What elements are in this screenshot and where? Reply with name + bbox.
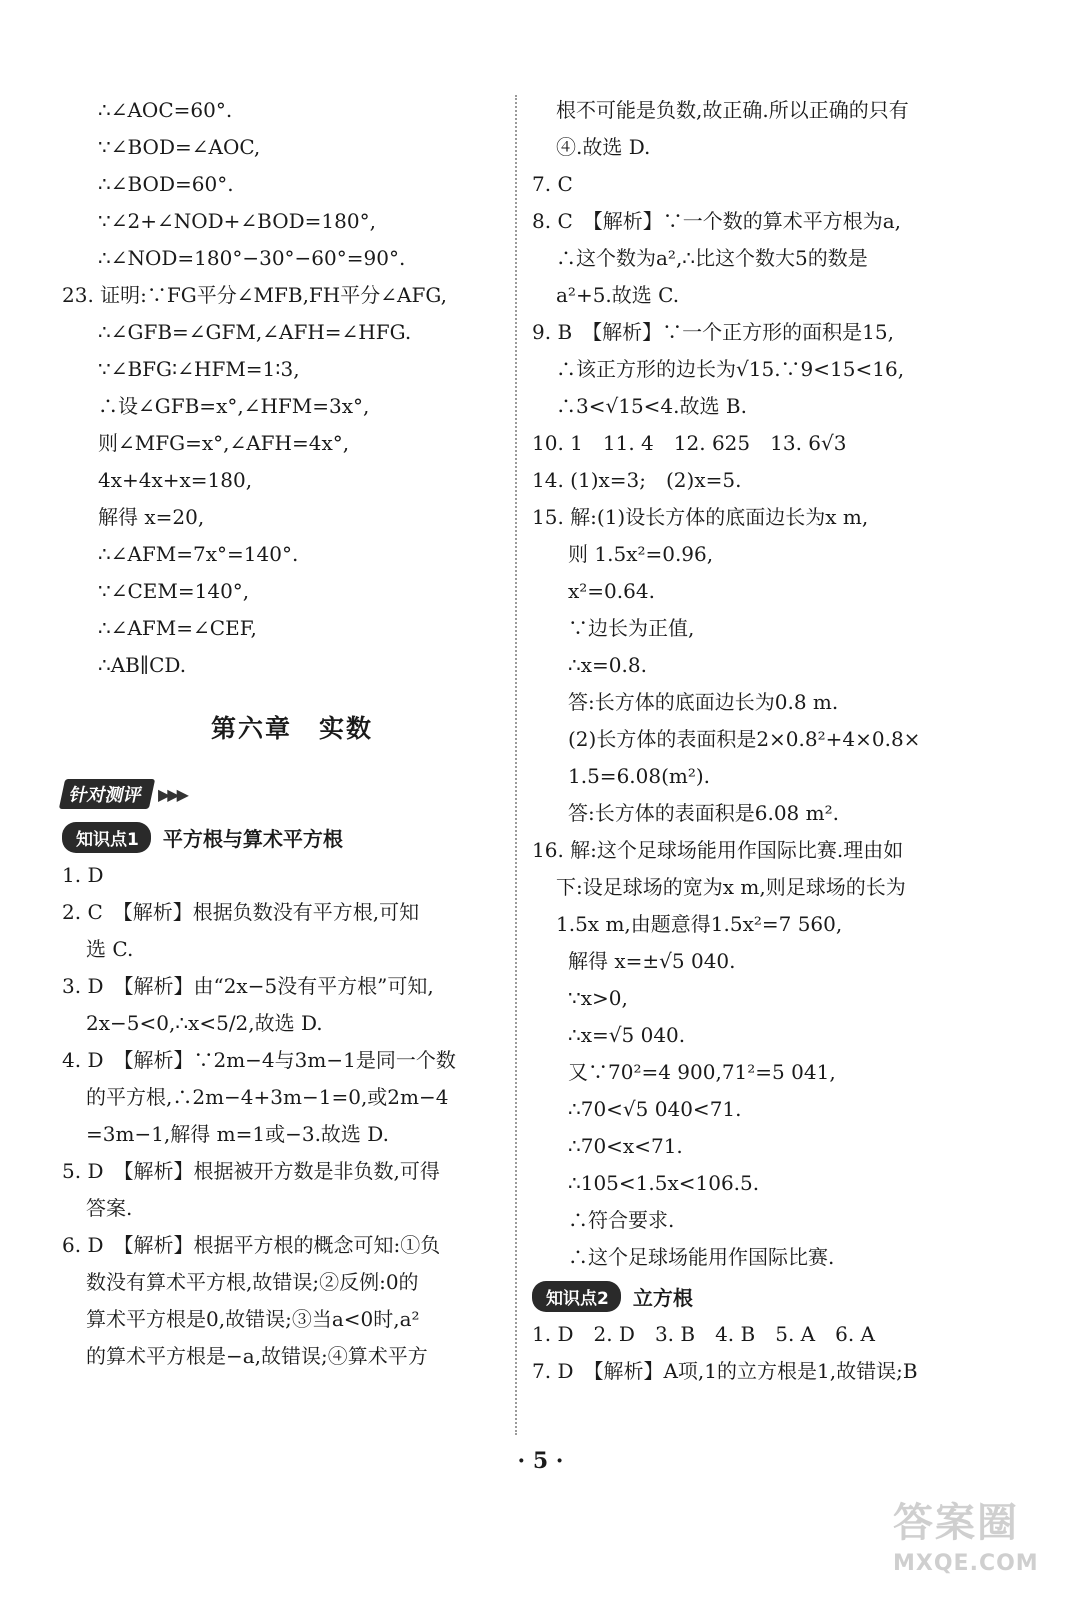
page-number: · 5 · [517,1448,564,1474]
text-line: =3m−1,解得 m=1或−3.故选 D. [86,1122,389,1146]
text-line: 8. C 【解析】∵一个数的算术平方根为a, [532,209,902,233]
text-line: (2)长方体的表面积是2×0.8²+4×0.8× [568,727,921,751]
text-line: 数没有算术平方根,故错误;②反例:0的 [86,1270,419,1294]
text-line: ∴AB∥CD. [98,653,187,677]
text-line: 解得 x=20, [98,505,205,529]
text-line: 则 1.5x²=0.96, [568,542,714,566]
text-line: 4x+4x+x=180, [98,468,253,492]
text-line: ∵∠CEM=140°, [98,579,250,603]
text-line: 又∵70²=4 900,71²=5 041, [568,1060,836,1084]
text-line: ∵∠BFG∶∠HFM=1∶3, [98,357,300,381]
chapter-title: 第六章 实数 [210,714,373,743]
knowledge-point-1 [62,817,492,857]
text-line: ∵∠BOD=∠AOC, [98,135,261,159]
text-line: ∴70<x<71. [568,1134,683,1158]
text-line: ∴3<√15<4.故选 B. [556,394,747,418]
watermark-logo [893,1497,1063,1592]
text-line: 15. 解:(1)设长方体的底面边长为x m, [532,505,869,529]
text-line: 3. D 【解析】由“2x−5没有平方根”可知, [62,974,434,998]
text-line: ∵x>0, [568,986,628,1010]
kp-badge: 知识点1 [62,822,151,853]
text-line: 1.5=6.08(m²). [568,764,711,788]
column-divider [515,95,517,1435]
text-line: 7. D 【解析】A项,1的立方根是1,故错误;B [532,1359,918,1383]
text-line: 4. D 【解析】∵2m−4与3m−1是同一个数 [62,1048,456,1072]
text-line: ∴符合要求. [568,1208,675,1232]
text-line: 算术平方根是0,故错误;③当a<0时,a² [86,1307,420,1331]
text-line: a²+5.故选 C. [556,283,680,307]
text-line: ∴∠AFM=∠CEF, [98,616,257,640]
text-line: 5. D 【解析】根据被开方数是非负数,可得 [62,1159,440,1183]
text-line: ∴70<√5 040<71. [568,1097,742,1121]
answers-continuation [532,92,972,1276]
text-line: ∵∠2+∠NOD+∠BOD=180°, [98,209,376,233]
text-line: ∴∠AFM=7x°=140°. [98,542,299,566]
text-line: 答:长方体的底面边长为0.8 m. [568,690,839,714]
text-line: 9. B 【解析】∵一个正方形的面积是15, [532,320,894,344]
text-line: 14. (1)x=3; (2)x=5. [532,468,742,492]
text-line: ∴∠NOD=180°−30°−60°=90°. [98,246,406,270]
text-line: 2x−5<0,∴x<5/2,故选 D. [86,1011,323,1035]
text-line: 的平方根,∴2m−4+3m−1=0,或2m−4 [86,1085,449,1109]
text-line: 答案. [86,1196,133,1220]
text-line: ∴该正方形的边长为√15.∵9<15<16, [556,357,905,381]
text-line: ④.故选 D. [556,135,651,159]
arrow-icon: ▶▶▶ [158,784,186,804]
text-line: ∴设∠GFB=x°,∠HFM=3x°, [98,394,370,418]
left-column [62,92,492,1375]
proof-continuation [62,92,492,684]
text-line: 下:设足球场的宽为x m,则足球场的长为 [556,875,906,899]
text-line: 根不可能是负数,故正确.所以正确的只有 [556,98,909,122]
text-line: ∵边长为正值, [568,616,695,640]
text-line: 则∠MFG=x°,∠AFH=4x°, [98,431,350,455]
watermark-text: 答案圈 [893,1500,1019,1546]
text-line: 23. 证明:∵FG平分∠MFB,FH平分∠AFG, [62,283,447,307]
kp-title: 立方根 [632,1285,693,1310]
text-line: 6. D 【解析】根据平方根的概念可知:①负 [62,1233,441,1257]
text-line: 16. 解:这个足球场能用作国际比赛.理由如 [532,838,904,862]
answers-list [62,857,492,1375]
text-line: 答:长方体的表面积是6.08 m². [568,801,839,825]
text-line: 选 C. [86,937,134,961]
text-line: 1. D 2. D 3. B 4. B 5. A 6. A [532,1322,875,1346]
text-line: ∴∠BOD=60°. [98,172,234,196]
text-line: ∴这个足球场能用作国际比赛. [568,1245,835,1269]
knowledge-point-2 [532,1276,972,1316]
text-line: ∴x=0.8. [568,653,647,677]
watermark-url: MXQE.COM [893,1551,1039,1576]
text-line: x²=0.64. [568,579,655,603]
kp-badge: 知识点2 [532,1281,621,1312]
text-line: 10. 1 11. 4 12. 625 13. 6√3 [532,431,847,455]
answers-list-2 [532,1316,972,1390]
kp-title: 平方根与算术平方根 [162,826,343,851]
text-line: 7. C [532,172,573,196]
banner-label: 针对测评 [59,779,155,809]
text-line: ∴105<1.5x<106.5. [568,1171,760,1195]
text-line: ∴这个数为a²,∴比这个数大5的数是 [556,246,868,270]
text-line: 1. D [62,863,104,887]
section-banner [62,771,492,817]
text-line: 2. C 【解析】根据负数没有平方根,可知 [62,900,420,924]
text-line: 解得 x=±√5 040. [568,949,736,973]
text-line: ∴∠AOC=60°. [98,98,233,122]
text-line: 的算术平方根是−a,故错误;④算术平方 [86,1344,428,1368]
text-line: 1.5x m,由题意得1.5x²=7 560, [556,912,843,936]
text-line: ∴x=√5 040. [568,1023,686,1047]
text-line: ∴∠GFB=∠GFM,∠AFH=∠HFG. [98,320,412,344]
right-column [532,92,972,1390]
